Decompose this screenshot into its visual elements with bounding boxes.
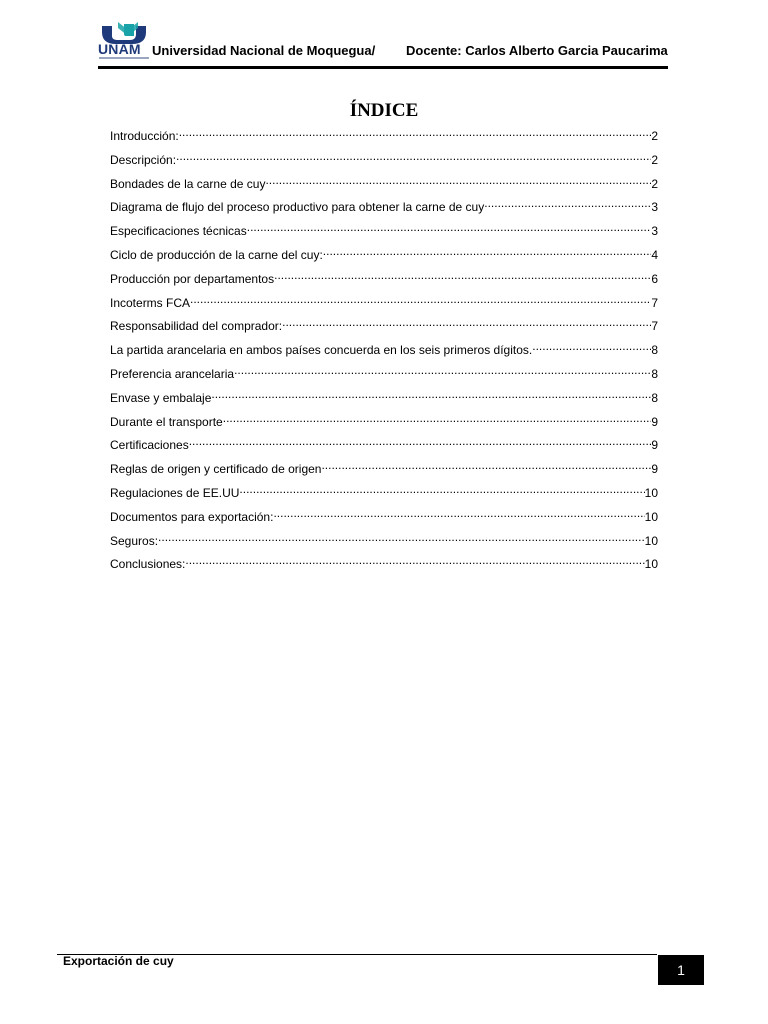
toc-entry-page: 3 bbox=[651, 224, 658, 239]
toc-entry-label: Reglas de origen y certificado de origen bbox=[110, 462, 322, 477]
toc-dot-leader bbox=[185, 552, 644, 568]
toc-dot-leader bbox=[179, 124, 652, 140]
toc-entry-page: 2 bbox=[651, 176, 658, 191]
toc-entry[interactable] bbox=[110, 529, 658, 553]
toc-entry-label: Introducción: bbox=[110, 129, 179, 143]
toc-entry-page: 10 bbox=[644, 485, 658, 500]
toc-entry-label: Especificaciones técnicas bbox=[110, 224, 247, 239]
toc-entry[interactable] bbox=[110, 481, 658, 505]
toc-entry-page: 10 bbox=[644, 509, 658, 524]
toc-entry[interactable] bbox=[110, 314, 658, 338]
toc-dot-leader bbox=[189, 433, 652, 449]
toc-entry-label: Durante el transporte bbox=[110, 414, 223, 429]
toc-entry[interactable] bbox=[110, 267, 658, 291]
page-header bbox=[98, 22, 668, 68]
toc-dot-leader bbox=[282, 314, 651, 330]
toc-dot-leader bbox=[247, 219, 652, 235]
toc-dot-leader bbox=[273, 505, 644, 521]
logo-subtitle-line bbox=[99, 57, 149, 59]
toc-entry-page: 7 bbox=[651, 295, 658, 310]
page-number-box bbox=[658, 955, 704, 985]
toc-entry[interactable] bbox=[110, 433, 658, 457]
toc-entry-label: Ciclo de producción de la carne del cuy: bbox=[110, 247, 323, 262]
toc-entry[interactable] bbox=[110, 219, 658, 243]
table-of-contents bbox=[110, 124, 658, 576]
toc-entry-page: 6 bbox=[651, 271, 658, 286]
page-number: 1 bbox=[677, 962, 685, 978]
toc-entry[interactable] bbox=[110, 291, 658, 315]
toc-entry[interactable] bbox=[110, 410, 658, 434]
toc-dot-leader bbox=[190, 291, 651, 307]
toc-entry-page: 4 bbox=[651, 247, 658, 262]
toc-dot-leader bbox=[274, 267, 651, 283]
toc-entry-label: Responsabilidad del comprador: bbox=[110, 319, 283, 334]
toc-entry-label: Preferencia arancelaria bbox=[110, 366, 235, 381]
toc-entry-page: 2 bbox=[651, 129, 658, 143]
toc-entry[interactable] bbox=[110, 457, 658, 481]
logo-text: UNAM bbox=[98, 41, 141, 57]
toc-entry[interactable] bbox=[110, 148, 658, 172]
header-divider bbox=[98, 66, 668, 69]
toc-entry-page: 8 bbox=[651, 390, 658, 405]
header-university: Universidad Nacional de Moquegua/ bbox=[152, 43, 376, 58]
toc-dot-leader bbox=[223, 410, 652, 426]
toc-entry-page: 9 bbox=[651, 462, 658, 477]
toc-entry-label: Certificaciones bbox=[110, 438, 189, 453]
toc-entry-page: 3 bbox=[651, 200, 658, 215]
header-teacher: Docente: Carlos Alberto Garcia Paucarima bbox=[406, 43, 668, 58]
toc-entry[interactable] bbox=[110, 172, 658, 196]
toc-entry-label: Regulaciones de EE.UU bbox=[110, 485, 240, 500]
toc-dot-leader bbox=[265, 172, 651, 188]
toc-entry-page: 2 bbox=[651, 152, 658, 167]
toc-entry[interactable] bbox=[110, 362, 658, 386]
toc-entry-page: 9 bbox=[651, 438, 658, 453]
toc-entry-page: 8 bbox=[651, 343, 658, 358]
unam-logo bbox=[98, 22, 150, 62]
toc-entry[interactable] bbox=[110, 552, 658, 576]
toc-dot-leader bbox=[484, 195, 651, 211]
toc-dot-leader bbox=[176, 148, 651, 164]
toc-entry-label: Descripción: bbox=[110, 152, 177, 167]
toc-entry-label: Conclusiones: bbox=[110, 557, 186, 572]
toc-entry-label: Diagrama de flujo del proceso productivo para obtener la carne de cuy bbox=[110, 200, 485, 215]
toc-dot-leader bbox=[321, 457, 651, 473]
toc-entry[interactable] bbox=[110, 338, 658, 362]
toc-entry[interactable] bbox=[110, 195, 658, 219]
toc-entry-page: 9 bbox=[651, 414, 658, 429]
toc-entry-page: 8 bbox=[651, 366, 658, 381]
toc-dot-leader bbox=[532, 338, 651, 354]
footer-title: Exportación de cuy bbox=[63, 954, 174, 968]
toc-entry[interactable] bbox=[110, 243, 658, 267]
toc-entry-label: Producción por departamentos bbox=[110, 271, 275, 286]
toc-entry[interactable] bbox=[110, 505, 658, 529]
toc-entry-label: Seguros: bbox=[110, 533, 159, 548]
toc-entry[interactable] bbox=[110, 124, 658, 148]
toc-entry-page: 10 bbox=[644, 533, 658, 548]
toc-entry-page: 7 bbox=[651, 319, 658, 334]
toc-entry[interactable] bbox=[110, 386, 658, 410]
toc-dot-leader bbox=[158, 529, 645, 545]
toc-dot-leader bbox=[239, 481, 644, 497]
toc-dot-leader bbox=[234, 362, 651, 378]
toc-entry-page: 10 bbox=[644, 557, 658, 572]
toc-dot-leader bbox=[211, 386, 651, 402]
toc-entry-label: Envase y embalaje bbox=[110, 390, 212, 405]
toc-dot-leader bbox=[323, 243, 652, 259]
toc-entry-label: Incoterms FCA bbox=[110, 295, 191, 310]
toc-entry-label: Bondades de la carne de cuy bbox=[110, 176, 266, 191]
toc-entry-label: La partida arancelaria en ambos países concuerda en los seis primeros dígitos. bbox=[110, 343, 533, 358]
index-title: ÍNDICE bbox=[349, 100, 419, 121]
toc-entry-label: Documentos para exportación: bbox=[110, 509, 274, 524]
